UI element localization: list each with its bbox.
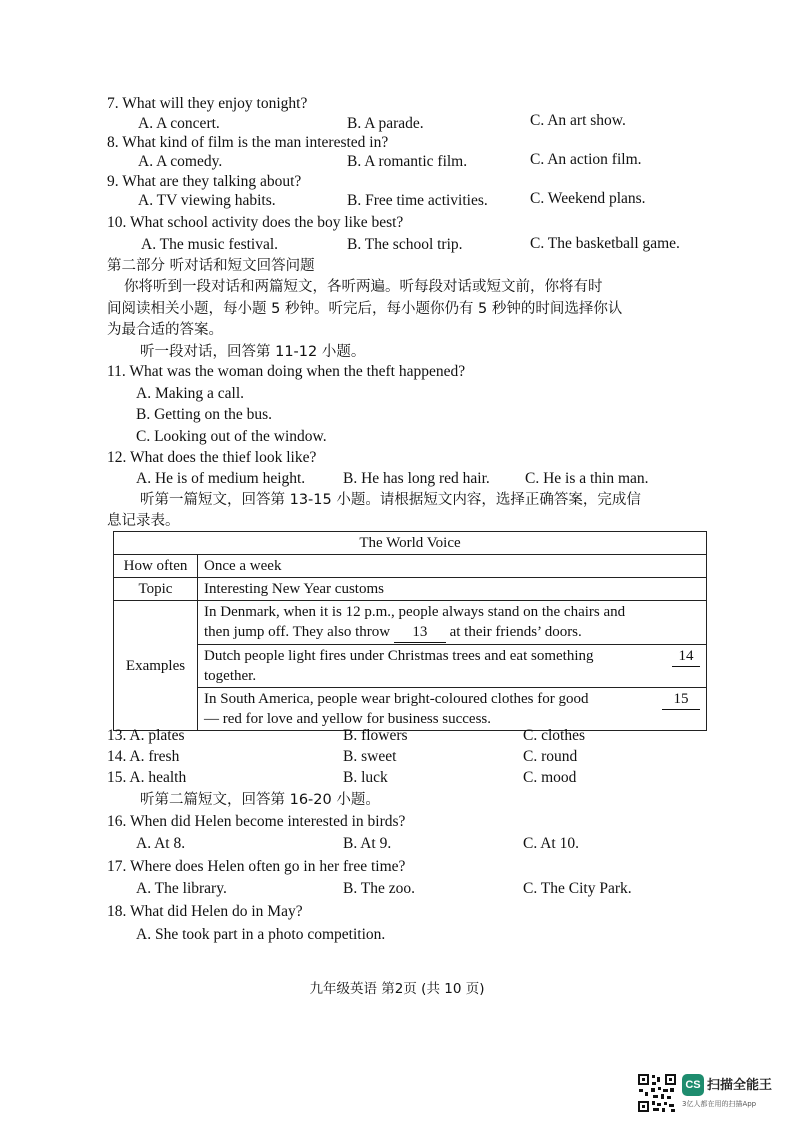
question-16-option-a: A. At 8.: [136, 835, 186, 852]
question-17-option-c: C. The City Park.: [523, 880, 632, 897]
question-12-option-c: C. He is a thin man.: [525, 470, 649, 487]
question-17-option-a: A. The library.: [136, 880, 227, 897]
camscanner-name: 扫描全能王: [707, 1078, 773, 1093]
question-15-option-c: C. mood: [523, 769, 577, 786]
question-11-option-b: B. Getting on the bus.: [136, 406, 273, 423]
table-value-topic: Interesting New Year customs: [198, 578, 707, 601]
passage-2-instruction: 听第二篇短文，回答第 16-20 小题。: [140, 792, 380, 808]
question-8-option-b: B. A romantic film.: [347, 153, 468, 170]
table-example-south-america: [198, 688, 707, 731]
question-10-option-b: B. The school trip.: [347, 236, 463, 253]
part-2-instructions-line-3: 为最合适的答案。: [107, 322, 223, 338]
question-15-option-b: B. luck: [343, 769, 388, 786]
question-18-stem: 18. What did Helen do in May?: [107, 903, 303, 920]
question-14-option-a: 14. A. fresh: [107, 748, 180, 765]
question-11-option-c: C. Looking out of the window.: [136, 428, 327, 445]
question-13-option-a: 13. A. plates: [107, 727, 185, 744]
question-17-stem: 17. Where does Helen often go in her free time?: [107, 858, 406, 875]
blank-13: 13: [394, 622, 446, 643]
question-7-stem: 7. What will they enjoy tonight?: [107, 95, 308, 112]
part-2-heading: 第二部分 听对话和短文回答问题: [107, 258, 315, 274]
dialog-instruction: 听一段对话，回答第 11-12 小题。: [140, 344, 366, 360]
question-14-option-c: C. round: [523, 748, 578, 765]
table-label-how-often: How often: [114, 555, 198, 578]
question-13-option-c: C. clothes: [523, 727, 585, 744]
passage-1-instruction-line-2: 息记录表。: [107, 513, 180, 529]
question-15-option-a: 15. A. health: [107, 769, 187, 786]
question-11-stem: 11. What was the woman doing when the theft happened?: [107, 363, 466, 380]
page-footer: 九年级英语 第2页 (共 10 页): [309, 981, 485, 997]
question-10-stem: 10. What school activity does the boy like best?: [107, 214, 404, 231]
question-9-option-a: A. TV viewing habits.: [138, 192, 276, 209]
question-16-option-c: C. At 10.: [523, 835, 579, 852]
question-13-option-b: B. flowers: [343, 727, 408, 744]
part-2-instructions-line-1: 你将听到一段对话和两篇短文，各听两遍。听每段对话或短文前，你将有时: [124, 279, 603, 295]
question-8-stem: 8. What kind of film is the man interested in?: [107, 134, 389, 151]
question-7-option-b: B. A parade.: [347, 115, 424, 132]
table-label-examples: Examples: [114, 601, 198, 731]
example-1-text-2: then jump off. They also throw: [204, 624, 391, 640]
question-9-option-b: B. Free time activities.: [347, 192, 488, 209]
example-1-text-3: at their friends’ doors.: [449, 624, 582, 640]
question-7-option-c: C. An art show.: [530, 112, 626, 129]
camscanner-logo-icon: CS: [682, 1074, 704, 1096]
question-12-stem: 12. What does the thief look like?: [107, 449, 317, 466]
question-10-option-c: C. The basketball game.: [530, 235, 680, 252]
question-18-option-a: A. She took part in a photo competition.: [136, 926, 386, 943]
question-14-option-b: B. sweet: [343, 748, 397, 765]
table-title: The World Voice: [114, 532, 707, 555]
question-12-option-b: B. He has long red hair.: [343, 470, 490, 487]
question-10-option-a: A. The music festival.: [141, 236, 279, 253]
question-12-option-a: A. He is of medium height.: [136, 470, 306, 487]
question-8-option-a: A. A comedy.: [138, 153, 223, 170]
question-9-option-c: C. Weekend plans.: [530, 190, 646, 207]
example-1-text-1: In Denmark, when it is 12 p.m., people always stand on the chairs and: [204, 604, 626, 620]
table-example-dutch: [198, 645, 707, 688]
table-label-topic: Topic: [114, 578, 198, 601]
qr-code-icon: [637, 1073, 677, 1113]
example-2-text-2: together.: [204, 668, 257, 684]
question-9-stem: 9. What are they talking about?: [107, 173, 302, 190]
table-example-denmark: [198, 601, 707, 645]
passage-1-instruction-line-1: 听第一篇短文，回答第 13-15 小题。请根据短文内容，选择正确答案，完成信: [140, 492, 641, 508]
example-3-text-1: In South America, people wear bright-coloured clothes for good: [204, 691, 589, 707]
question-11-option-a: A. Making a call.: [136, 385, 245, 402]
example-2-text-1: Dutch people light fires under Christmas trees and eat something: [204, 648, 594, 664]
example-3-text-2: — red for love and yellow for business success.: [204, 711, 492, 727]
part-2-instructions-line-2: 间阅读相关小题，每小题 5 秒钟。听完后，每小题你仍有 5 秒钟的时间选择你认: [107, 301, 623, 317]
table-value-how-often: Once a week: [198, 555, 707, 578]
question-16-option-b: B. At 9.: [343, 835, 392, 852]
question-16-stem: 16. When did Helen become interested in birds?: [107, 813, 406, 830]
blank-14: 14: [672, 646, 700, 667]
camscanner-tagline: 3亿人都在用的扫描App: [682, 1100, 757, 1108]
question-7-option-a: A. A concert.: [138, 115, 220, 132]
question-17-option-b: B. The zoo.: [343, 880, 416, 897]
blank-15: 15: [662, 689, 700, 710]
info-record-table: [113, 531, 707, 731]
question-8-option-c: C. An action film.: [530, 151, 642, 168]
